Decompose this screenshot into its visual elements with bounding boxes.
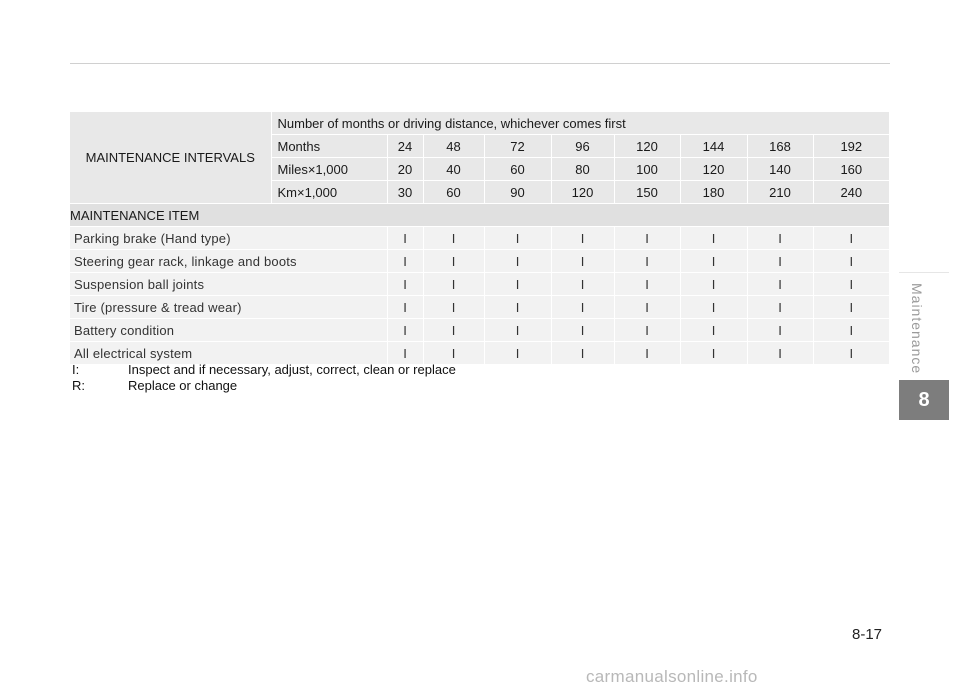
item-mark: I	[387, 227, 423, 250]
table-row	[70, 250, 889, 273]
item-mark: I	[551, 319, 614, 342]
item-mark: I	[551, 227, 614, 250]
table-row	[70, 273, 889, 296]
item-mark: I	[680, 227, 747, 250]
item-mark: I	[614, 227, 680, 250]
item-mark: I	[484, 250, 551, 273]
item-mark: I	[747, 296, 813, 319]
chapter-number: 8	[899, 380, 949, 420]
item-mark: I	[614, 296, 680, 319]
item-mark: I	[747, 342, 813, 365]
months-value: 120	[614, 135, 680, 158]
km-value: 210	[747, 181, 813, 204]
item-mark: I	[813, 342, 889, 365]
miles-value: 80	[551, 158, 614, 181]
item-mark: I	[614, 273, 680, 296]
item-mark: I	[747, 319, 813, 342]
table-row	[70, 227, 889, 250]
item-mark: I	[813, 296, 889, 319]
legend-replace	[72, 378, 456, 394]
item-mark: I	[551, 342, 614, 365]
legend	[72, 362, 456, 394]
legend-key: I:	[72, 362, 80, 377]
km-label: Km×1,000	[271, 181, 387, 204]
months-value: 24	[387, 135, 423, 158]
header-title: Number of months or driving distance, whichever comes first	[271, 112, 889, 135]
legend-inspect	[72, 362, 456, 378]
km-value: 150	[614, 181, 680, 204]
item-mark: I	[423, 273, 484, 296]
item-mark: I	[614, 319, 680, 342]
km-value: 90	[484, 181, 551, 204]
item-mark: I	[387, 296, 423, 319]
months-value: 72	[484, 135, 551, 158]
intervals-label: MAINTENANCE INTERVALS	[70, 112, 271, 204]
km-value: 180	[680, 181, 747, 204]
item-mark: I	[423, 319, 484, 342]
header-title-row	[70, 112, 889, 135]
item-name: Steering gear rack, linkage and boots	[70, 250, 387, 273]
months-value: 168	[747, 135, 813, 158]
maintenance-table	[70, 112, 889, 365]
months-value: 48	[423, 135, 484, 158]
months-label: Months	[271, 135, 387, 158]
item-mark: I	[387, 319, 423, 342]
item-name: Battery condition	[70, 319, 387, 342]
legend-key: R:	[72, 378, 85, 393]
page-number: 8-17	[852, 626, 883, 643]
table-row	[70, 319, 889, 342]
item-mark: I	[747, 250, 813, 273]
item-mark: I	[614, 250, 680, 273]
months-value: 96	[551, 135, 614, 158]
item-mark: I	[680, 319, 747, 342]
km-value: 120	[551, 181, 614, 204]
item-header-row	[70, 204, 889, 227]
item-header: MAINTENANCE ITEM	[70, 204, 889, 227]
legend-text: Inspect and if necessary, adjust, correct, clean or replace	[128, 362, 456, 377]
item-mark: I	[484, 273, 551, 296]
months-value: 144	[680, 135, 747, 158]
item-name: All electrical system	[70, 342, 387, 365]
item-mark: I	[423, 250, 484, 273]
km-value: 60	[423, 181, 484, 204]
item-mark: I	[484, 296, 551, 319]
item-mark: I	[614, 342, 680, 365]
miles-value: 40	[423, 158, 484, 181]
km-value: 240	[813, 181, 889, 204]
side-tab-label: Maintenance	[909, 283, 925, 375]
item-mark: I	[813, 273, 889, 296]
legend-text: Replace or change	[128, 378, 238, 393]
item-mark: I	[747, 273, 813, 296]
table-row	[70, 296, 889, 319]
item-mark: I	[387, 250, 423, 273]
miles-value: 140	[747, 158, 813, 181]
watermark: carmanualsonline.info	[586, 667, 758, 686]
item-mark: I	[484, 319, 551, 342]
item-mark: I	[387, 342, 423, 365]
miles-value: 120	[680, 158, 747, 181]
item-mark: I	[813, 319, 889, 342]
top-rule	[70, 63, 890, 64]
item-name: Parking brake (Hand type)	[70, 227, 387, 250]
miles-value: 20	[387, 158, 423, 181]
item-mark: I	[680, 250, 747, 273]
item-mark: I	[423, 342, 484, 365]
km-value: 30	[387, 181, 423, 204]
miles-value: 160	[813, 158, 889, 181]
miles-label: Miles×1,000	[271, 158, 387, 181]
item-mark: I	[484, 342, 551, 365]
item-mark: I	[423, 296, 484, 319]
item-name: Tire (pressure & tread wear)	[70, 296, 387, 319]
item-mark: I	[551, 296, 614, 319]
item-mark: I	[813, 250, 889, 273]
miles-value: 100	[614, 158, 680, 181]
item-mark: I	[747, 227, 813, 250]
miles-value: 60	[484, 158, 551, 181]
item-mark: I	[551, 250, 614, 273]
item-mark: I	[680, 273, 747, 296]
item-mark: I	[484, 227, 551, 250]
item-mark: I	[551, 273, 614, 296]
item-name: Suspension ball joints	[70, 273, 387, 296]
months-value: 192	[813, 135, 889, 158]
item-mark: I	[680, 296, 747, 319]
side-tab-divider	[899, 272, 949, 273]
item-mark: I	[423, 227, 484, 250]
item-mark: I	[387, 273, 423, 296]
item-mark: I	[813, 227, 889, 250]
item-mark: I	[680, 342, 747, 365]
